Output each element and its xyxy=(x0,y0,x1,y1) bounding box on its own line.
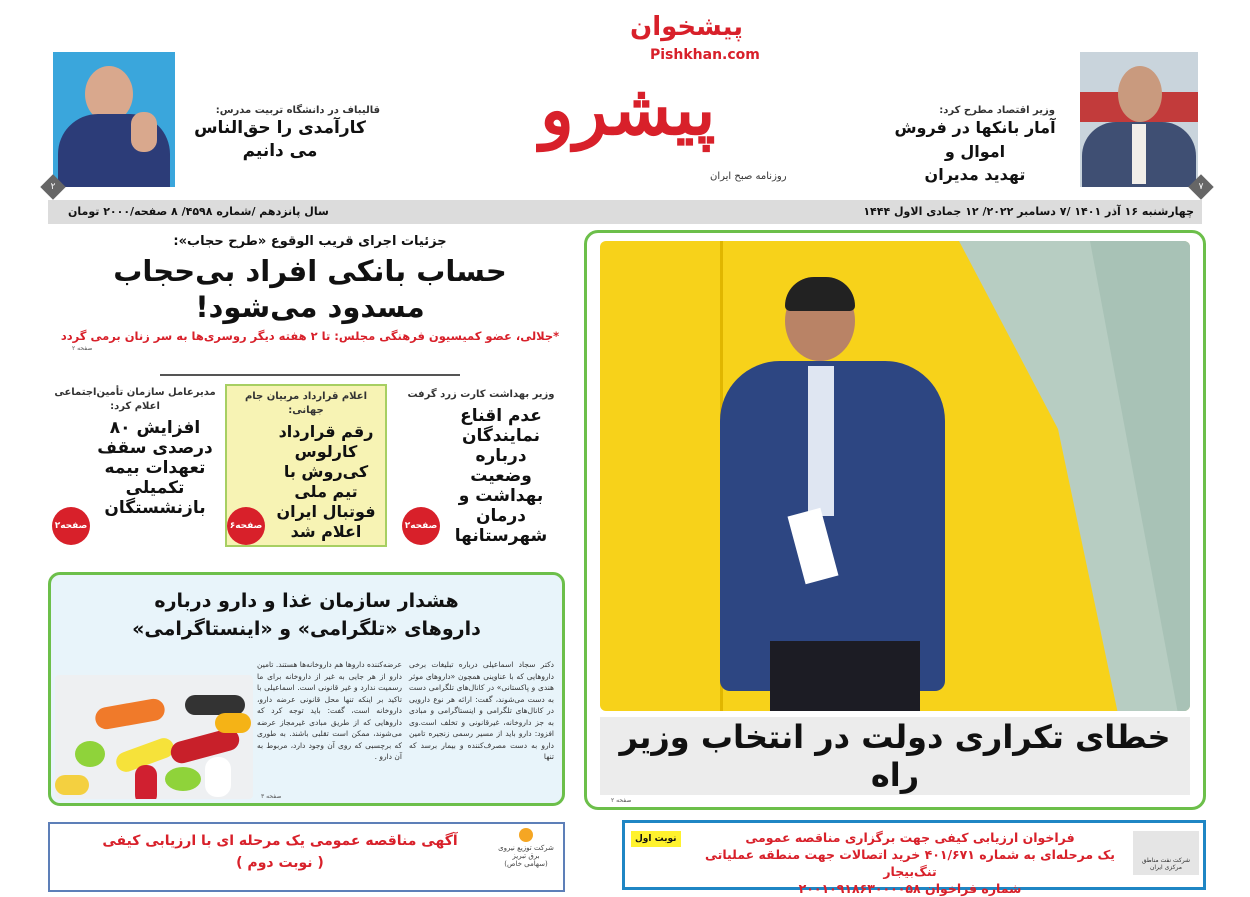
column-story[interactable]: مدیرعامل سازمان تأمین‌اجتماعی اعلام کرد: افزایش ۸۰ درصدی سقف تعهدات بیمه تکمیلی بازنشستگان xyxy=(54,387,216,518)
page-marker: ۲ xyxy=(40,174,65,199)
column-story[interactable]: وزیر بهداشت کارت زرد گرفت عدم اقناع نمایندگان درباره وضعیت بهداشت و درمان شهرستانها xyxy=(407,389,555,546)
tender-ad-left[interactable] xyxy=(48,822,565,892)
top-left-story[interactable] xyxy=(180,105,380,162)
date: چهارشنبه ۱۶ آذر ۱۴۰۱ /۷ دسامبر ۲۰۲۲/ ۱۲ جمادی الاول ۱۴۴۴ xyxy=(863,205,1194,218)
logo-icon xyxy=(519,828,533,842)
headline: آمار بانکها در فروش اموال و xyxy=(894,118,1056,161)
page-badge[interactable]: صفحه۲ xyxy=(402,507,440,545)
top-right-story[interactable] xyxy=(875,105,1075,186)
main-headline: خطای تکراری دولت در انتخاب وزیر راه xyxy=(619,718,1171,794)
page-badge[interactable]: صفحه۶ xyxy=(227,507,265,545)
article-column: دکتر سجاد اسماعیلی درباره تبلیغات برخی داروهایی که با عناوینی همچون «داروهای موثر هندی و پاکستانی» در کانال‌های تلگرامی دست به دست می‌شوند، گفت: ارائه هر نوع دارویی در کانال‌های تلگرامی و اینستاگرامی و مبادی به جز داروخانه، غیرقانونی و تخلف است.وی افزود: دارو باید از مسیر رسمی زنجیره تامین دارو به دست مصرف‌کننده و بیمار برسد که تنها xyxy=(409,660,554,761)
page-marker: ۷ xyxy=(1188,174,1213,199)
article-column: عرضه‌کننده داروها هم داروخانه‌ها هستند. تامین دارو از هر جایی به غیر از داروخانه برای ما رسمیت ندارد و غیر قانونی است. اسماعیلی با تاکید بر اینکه تنها محل قانونی عرضه دارو، داروخانه است، گفت: باید توجه کرد که داروهایی که از طریق مبادی غیرمجاز عرضه می‌شوند، ممکن است تقلبی باشند. به طوری که برچسبی که روی آن وجود دارد، مربوط به آن دارو . xyxy=(257,660,402,761)
kicker: قالیباف در دانشگاه تربیت مدرس: xyxy=(215,105,380,116)
minister-photo xyxy=(1080,52,1198,187)
main-headline-bar xyxy=(600,717,1190,795)
headline: کارآمدی را حق‌الناس xyxy=(194,118,366,138)
masthead-logo[interactable] xyxy=(530,10,800,195)
ad-title: فراخوان ارزیابی کیفی جهت برگزاری مناقصه عمومی یک مرحله‌ای به شماره ۴۰۱/۶۷۱ خرید اتصالات جهت منطقه عملیاتی تنگ‌بیجار شماره فراخوان ۲۰۰۱۰۹۱۸۶۳۰۰۰۰۵۸ xyxy=(705,830,1115,896)
site-url: Pishkhan.com xyxy=(650,47,760,63)
date-bar xyxy=(48,200,1202,224)
subheadline: *جلالی، عضو کمیسیون فرهنگی مجلس: تا ۲ هفته دیگر روسری‌ها به سر زنان برمی گردد xyxy=(60,329,560,343)
headline: حساب بانکی افراد بی‌حجاب xyxy=(113,254,507,288)
tagline: روزنامه صبح ایران xyxy=(710,171,787,182)
main-story-photo xyxy=(600,241,1190,711)
qalibaf-photo xyxy=(53,52,175,187)
drug-warning-box[interactable] xyxy=(48,572,565,806)
main-story-panel[interactable] xyxy=(584,230,1206,810)
page-badge[interactable]: صفحه۲ xyxy=(52,507,90,545)
logo-text: پیشرو xyxy=(540,68,716,151)
company-logo: شرکت توزیع نیروی برق تبریز (سهامی خاص) xyxy=(497,828,555,868)
ad-title: آگهی مناقصه عمومی یک مرحله ای با ارزیابی کیفی ( نوبت دوم ) xyxy=(102,833,458,871)
ad-badge: نوبت اول xyxy=(631,831,681,847)
lead-story[interactable] xyxy=(50,232,570,353)
page-ref: صفحه ۳ xyxy=(261,793,282,800)
page-ref: صفحه ۲ xyxy=(72,345,93,352)
issue-info: سال پانزدهم /شماره ۴۵۹۸/ ۸ صفحه/۲۰۰۰ تومان xyxy=(68,205,329,218)
headline: داروهای «تلگرامی» و «اینستاگرامی» xyxy=(132,618,481,640)
headline: می دانیم xyxy=(242,141,318,161)
logo-subtitle: پیشخوان xyxy=(630,12,743,42)
divider xyxy=(160,374,460,376)
page-ref: صفحه ۲ xyxy=(611,797,632,804)
headline: هشدار سازمان غذا و دارو درباره xyxy=(154,590,459,612)
headline: تهدید مدیران xyxy=(924,165,1026,184)
company-logo: شرکت نفت مناطق مرکزی ایران xyxy=(1133,831,1199,875)
headline: مسدود می‌شود! xyxy=(195,290,425,324)
pills-photo xyxy=(55,675,253,799)
kicker: جزئیات اجرای قریب الوقوع «طرح حجاب»: xyxy=(173,234,447,249)
column-story[interactable]: اعلام قرارداد مربیان جام جهانی: رقم قرارداد کارلوس کی‌روش با تیم ملی فوتبال ایران اعلام شد xyxy=(244,391,376,541)
kicker: وزیر اقتصاد مطرح کرد: xyxy=(939,105,1055,116)
tender-ad-right[interactable] xyxy=(622,820,1206,896)
